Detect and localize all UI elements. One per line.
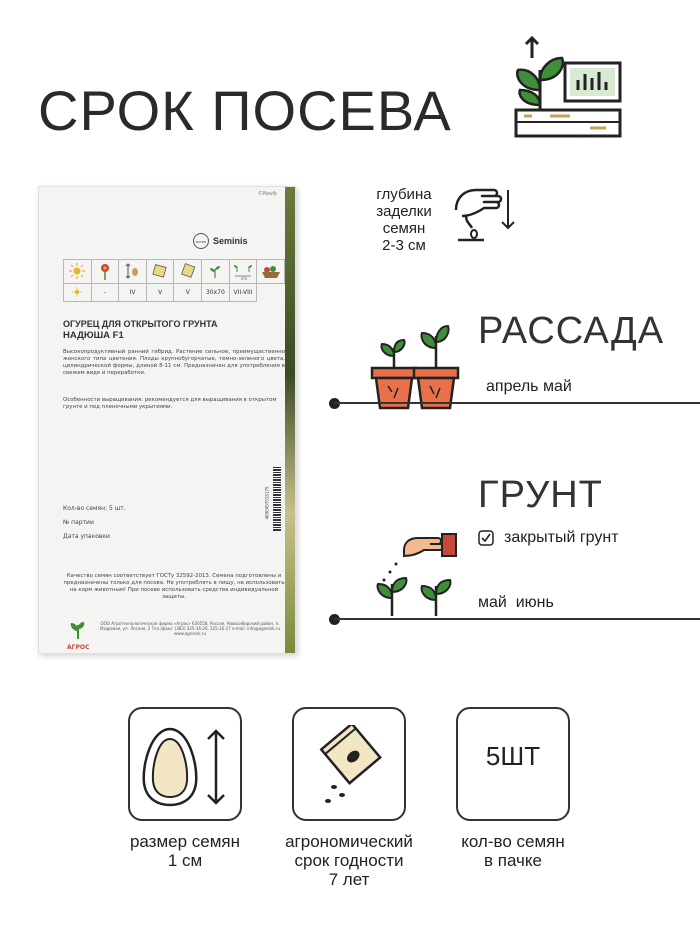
checkbox-checked-icon [478,530,494,546]
packet-edge-photo [285,187,295,653]
packet-description: Высокопродуктивный ранний гибрид. Растение сильное, преимущественно женского типа цветения. Плоды крупнобугорчатые, темно-зеленого цвета, цилиндрической формы, длиной 8-11 см. Предназначен для употребления в свежем виде и переработки. [63,349,285,376]
sun-icon [64,260,92,284]
depth-line: заделки [376,203,432,220]
sprout-icon [202,260,230,284]
packet-icon-table [63,259,285,302]
packet-gost-notice: Качество семян соответствует ГОСТу 32592-2013. Семена подготовлены и предназначены только для посева. Не употреблять в пищу, не использовать на корм животным! При посеве использовать средства индивидуальной защиты. [63,573,285,600]
packet-seed-count: Кол-во семян: 5 шт. [63,505,126,512]
seedling-months: апрель май [486,378,572,395]
packet-product-name: ОГУРЕЦ ДЛЯ ОТКРЫТОГО ГРУНТА [63,319,218,329]
table-cell: 30x70 [202,284,230,302]
seed-depth-icon [119,260,147,284]
hand-sowing-icon [450,182,516,248]
seedling-chart-icon [510,30,625,145]
page-title: СРОК ПОСЕВА [38,79,452,142]
agros-logo-text: АГРОС [67,644,90,651]
seed-size-icon [140,723,232,809]
caption-line: размер семян [129,832,241,851]
seed-count-card [456,707,570,821]
seedling-timeline-line [334,402,700,404]
caption-line: агрономический [285,832,413,851]
sowing-depth-text [368,186,440,254]
flower-icon [91,260,119,284]
packet-features: Особенности выращивания: рекомендуется для выращивания в открытом грунте и под пленочными укрытиями. [63,397,277,410]
packet-batch: № партии [63,519,94,526]
seed-pack-icon [146,260,174,284]
caption-line: 7 лет [328,870,370,889]
seed-size-card [128,707,242,821]
table-cell: VII-VIII [229,284,257,302]
shelf-life-caption [262,832,436,889]
table-cell: - [91,284,119,302]
seed-count-value: 5ШТ [485,741,541,771]
seedling-heading: РАССАДА [478,310,665,352]
packet-barcode [273,467,281,531]
seed-count-caption [436,832,590,870]
depth-line: глубина [376,186,432,203]
table-cell: V [146,284,174,302]
ground-timeline-line [334,618,700,620]
caption-line: кол-во семян [461,832,565,851]
sun-small-icon [64,284,92,302]
seed-packet-image [38,186,296,654]
caption-line: в пачке [484,851,542,870]
packet-address: ООО Агротехнологическая фирма «Агрос» 630558, Россия, Новосибирский район, п. Издревая, ул. Лесная, 2 Тел./факс: (383) 325-16-26, 325-16-27 e-mail: info@agrosnk.ru www.agrosnk.ru [99,621,280,636]
seed-size-caption [108,832,262,870]
agros-logo [65,619,91,651]
seminis-logo: Seminis [213,236,248,246]
table-cell: V [174,284,202,302]
ground-months: май июнь [478,594,554,611]
packet-variety: НАДЮША F1 [63,330,124,341]
cm-label: cm [240,275,248,280]
spacing-icon [229,260,257,284]
packet-barcode-number: 4690457015175 [264,486,270,520]
depth-line: 2-3 см [382,237,426,254]
ground-type: закрытый грунт [504,529,619,546]
seedling-pots-icon [368,318,466,410]
seed-packet-icon [174,260,202,284]
depth-line: семян [382,220,426,237]
shelf-life-card [292,707,406,821]
packet-pack-date: Дата упаковки [63,533,110,540]
hand-planting-icon [374,524,464,618]
table-cell: IV [119,284,147,302]
packet-copyright: ©Novik [257,191,277,197]
ground-heading: ГРУНТ [478,474,603,516]
caption-line: 1 см [167,851,203,870]
harvest-basket-icon [257,260,285,284]
bayer-logo: BAYER [193,233,209,249]
packet-brand [193,233,273,253]
seed-packet-pour-icon [312,725,392,807]
caption-line: срок годности [294,851,404,870]
